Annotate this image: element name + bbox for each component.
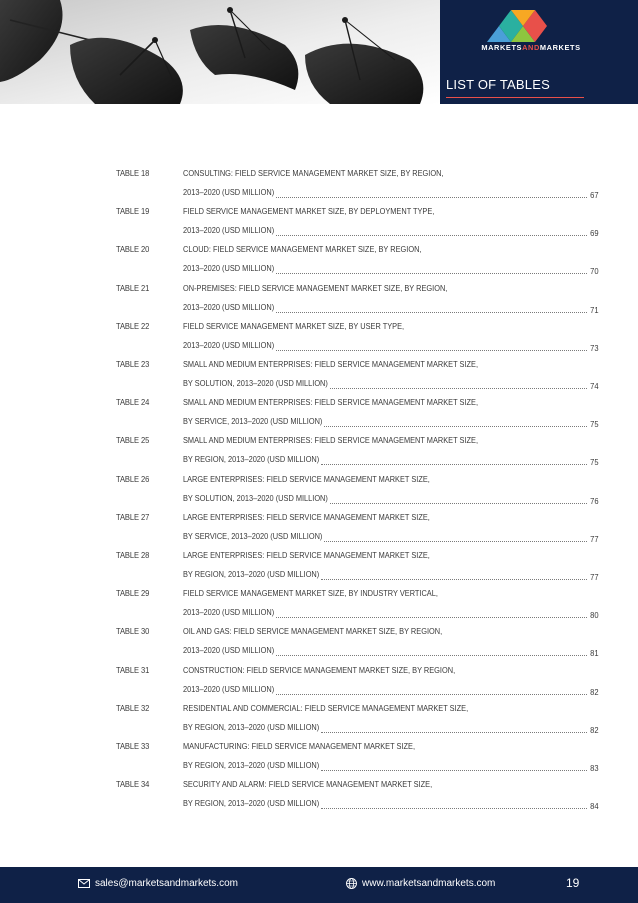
brand-name-part1: MARKETS <box>481 43 523 52</box>
table-title-line1: CLOUD: FIELD SERVICE MANAGEMENT MARKET SIZE, BY REGION, <box>183 244 422 255</box>
table-title-line1: ON-PREMISES: FIELD SERVICE MANAGEMENT MARKET SIZE, BY REGION, <box>183 282 448 293</box>
page-footer <box>0 867 638 903</box>
footer-email[interactable] <box>78 878 238 889</box>
table-title-line2: BY REGION, 2013–2020 (USD MILLION) <box>183 798 320 809</box>
table-number: TABLE 25 <box>116 435 150 446</box>
brand-name-part2: MARKETS <box>539 43 581 52</box>
table-number: TABLE 27 <box>116 511 150 522</box>
table-entry[interactable] <box>0 236 638 277</box>
table-title-line2: 2013–2020 (USD MILLION) <box>183 263 275 274</box>
table-entry[interactable] <box>0 389 638 430</box>
table-title-line2: BY REGION, 2013–2020 (USD MILLION) <box>183 454 320 465</box>
table-title-line1: FIELD SERVICE MANAGEMENT MARKET SIZE, BY USER TYPE, <box>183 320 405 331</box>
table-page-number: 75 <box>590 419 599 430</box>
table-title-line2: 2013–2020 (USD MILLION) <box>183 225 275 236</box>
brand-wordmark <box>455 43 607 52</box>
table-number: TABLE 22 <box>116 320 150 331</box>
table-title-line2: 2013–2020 (USD MILLION) <box>183 645 275 656</box>
table-number: TABLE 33 <box>116 741 150 751</box>
table-page-number: 73 <box>590 342 599 353</box>
table-number: TABLE 26 <box>116 473 150 484</box>
table-title-line2: 2013–2020 (USD MILLION) <box>183 607 275 618</box>
table-number: TABLE 23 <box>116 359 150 369</box>
header-photo-satellite-dishes <box>0 0 440 104</box>
table-title-line1: SECURITY AND ALARM: FIELD SERVICE MANAGEMENT MARKET SIZE, <box>183 779 433 790</box>
table-title-line2: BY REGION, 2013–2020 (USD MILLION) <box>183 569 320 579</box>
table-number: TABLE 29 <box>116 588 150 599</box>
table-page-number: 67 <box>590 190 599 200</box>
table-page-number: 76 <box>590 495 599 506</box>
table-page-number: 69 <box>590 228 599 239</box>
table-title-line2: 2013–2020 (USD MILLION) <box>183 339 275 350</box>
table-entry[interactable] <box>0 618 638 659</box>
brand-name-and: AND <box>522 43 540 52</box>
table-page-number: 74 <box>590 381 599 391</box>
table-entry[interactable] <box>0 771 638 812</box>
table-page-number: 81 <box>590 648 599 659</box>
dot-leader <box>321 808 587 809</box>
table-title-line1: CONSTRUCTION: FIELD SERVICE MANAGEMENT MARKET SIZE, BY REGION, <box>183 664 456 675</box>
table-page-number: 71 <box>590 304 599 315</box>
table-title-line1: OIL AND GAS: FIELD SERVICE MANAGEMENT MARKET SIZE, BY REGION, <box>183 626 443 637</box>
table-entry[interactable] <box>0 427 638 468</box>
table-title-line2: BY SERVICE, 2013–2020 (USD MILLION) <box>183 530 323 541</box>
table-title-line2: 2013–2020 (USD MILLION) <box>183 301 275 312</box>
table-page-number: 80 <box>590 610 599 621</box>
table-entry[interactable] <box>0 160 638 200</box>
table-number: TABLE 28 <box>116 550 150 560</box>
table-number: TABLE 30 <box>116 626 150 637</box>
table-entry[interactable] <box>0 542 638 582</box>
table-page-number: 75 <box>590 457 599 468</box>
footer-website-text: www.marketsandmarkets.com <box>362 878 496 889</box>
table-entry[interactable] <box>0 351 638 391</box>
table-entry[interactable] <box>0 580 638 621</box>
envelope-icon <box>78 879 90 888</box>
table-title-line1: FIELD SERVICE MANAGEMENT MARKET SIZE, BY INDUSTRY VERTICAL, <box>183 588 438 599</box>
table-entry[interactable] <box>0 313 638 353</box>
table-entry[interactable] <box>0 466 638 506</box>
table-page-number: 82 <box>590 724 599 735</box>
table-title-line1: FIELD SERVICE MANAGEMENT MARKET SIZE, BY DEPLOYMENT TYPE, <box>183 206 435 217</box>
table-page-number: 83 <box>590 763 599 773</box>
table-page-number: 70 <box>590 266 599 277</box>
table-title-line1: RESIDENTIAL AND COMMERCIAL: FIELD SERVICE MANAGEMENT MARKET SIZE, <box>183 702 469 713</box>
table-number: TABLE 32 <box>116 702 150 713</box>
table-number: TABLE 20 <box>116 244 150 255</box>
globe-icon <box>346 878 357 889</box>
table-title-line1: MANUFACTURING: FIELD SERVICE MANAGEMENT MARKET SIZE, <box>183 741 416 751</box>
table-title-line1: SMALL AND MEDIUM ENTERPRISES: FIELD SERVICE MANAGEMENT MARKET SIZE, <box>183 435 479 446</box>
table-entry[interactable] <box>0 733 638 773</box>
table-title-line1: LARGE ENTERPRISES: FIELD SERVICE MANAGEMENT MARKET SIZE, <box>183 550 430 560</box>
page-header <box>0 0 638 104</box>
table-title-line2: BY SOLUTION, 2013–2020 (USD MILLION) <box>183 378 328 388</box>
footer-website[interactable] <box>346 878 495 889</box>
table-entry[interactable] <box>0 695 638 735</box>
table-title-line2-row <box>183 793 599 811</box>
table-title-line2: BY REGION, 2013–2020 (USD MILLION) <box>183 760 320 770</box>
table-number: TABLE 18 <box>116 168 150 178</box>
table-entry[interactable] <box>0 504 638 544</box>
table-title-line2: 2013–2020 (USD MILLION) <box>183 187 275 197</box>
title-underline <box>446 97 584 98</box>
table-title-line2: BY SERVICE, 2013–2020 (USD MILLION) <box>183 416 323 427</box>
table-title-line2: BY SOLUTION, 2013–2020 (USD MILLION) <box>183 492 328 503</box>
table-title-line1: LARGE ENTERPRISES: FIELD SERVICE MANAGEMENT MARKET SIZE, <box>183 511 430 522</box>
table-number: TABLE 19 <box>116 206 150 217</box>
table-number: TABLE 34 <box>116 779 150 790</box>
table-number: TABLE 31 <box>116 664 150 675</box>
table-number: TABLE 21 <box>116 282 150 293</box>
table-entry[interactable] <box>0 657 638 697</box>
table-title-line1: SMALL AND MEDIUM ENTERPRISES: FIELD SERVICE MANAGEMENT MARKET SIZE, <box>183 397 479 408</box>
table-title-line2: 2013–2020 (USD MILLION) <box>183 683 275 694</box>
table-title-line1: LARGE ENTERPRISES: FIELD SERVICE MANAGEMENT MARKET SIZE, <box>183 473 430 484</box>
table-title-line1: SMALL AND MEDIUM ENTERPRISES: FIELD SERVICE MANAGEMENT MARKET SIZE, <box>183 359 479 369</box>
table-entry[interactable] <box>0 198 638 239</box>
table-entry[interactable] <box>0 275 638 315</box>
footer-email-text: sales@marketsandmarkets.com <box>95 878 238 889</box>
page-number: 19 <box>566 876 580 890</box>
table-title-line2: BY REGION, 2013–2020 (USD MILLION) <box>183 721 320 732</box>
table-title-line1: CONSULTING: FIELD SERVICE MANAGEMENT MARKET SIZE, BY REGION, <box>183 168 444 178</box>
table-page-number: 82 <box>590 686 599 697</box>
table-page-number: 84 <box>590 801 599 812</box>
table-page-number: 77 <box>590 572 599 582</box>
markets-and-markets-logo-icon <box>487 8 547 44</box>
section-title: LIST OF TABLES <box>446 77 550 92</box>
table-number: TABLE 24 <box>116 397 150 408</box>
table-page-number: 77 <box>590 533 599 544</box>
